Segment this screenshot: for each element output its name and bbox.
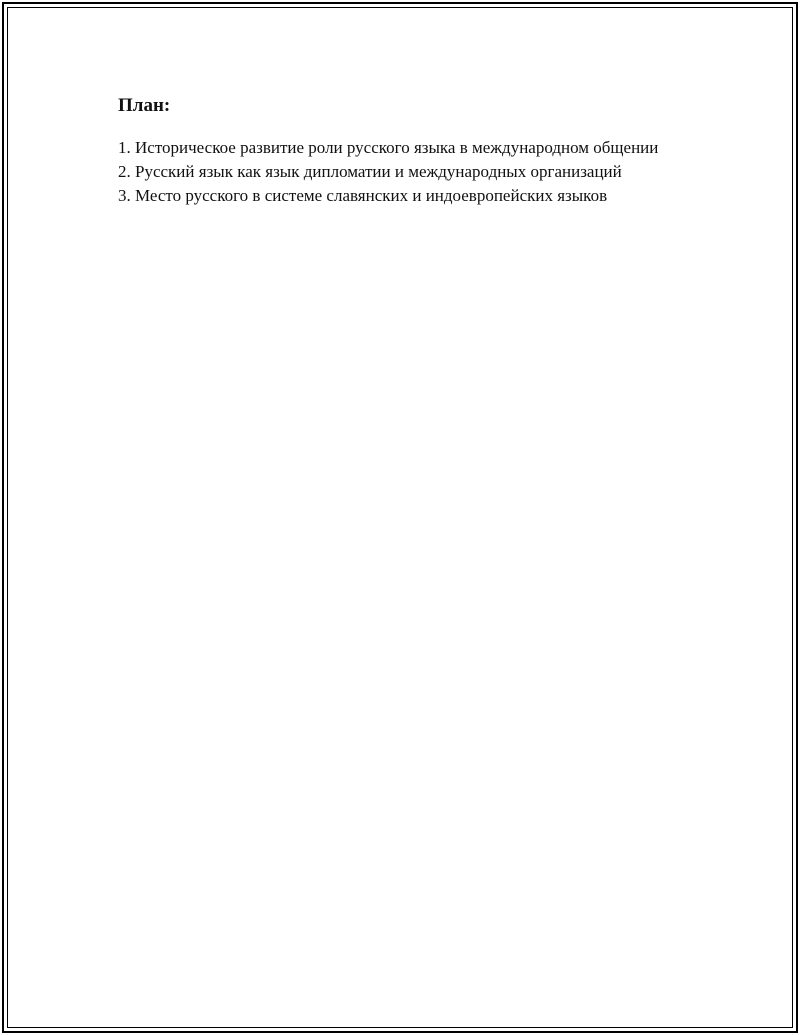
plan-list bbox=[118, 136, 698, 208]
plan-item-2: 2. Русский язык как язык дипломатии и международных организаций bbox=[118, 162, 622, 181]
plan-heading: План: bbox=[118, 95, 171, 116]
page-content bbox=[118, 94, 698, 208]
plan-item-1: 1. Историческое развитие роли русского языка в международном общении bbox=[118, 138, 659, 157]
plan-item-3: 3. Место русского в системе славянских и индоевропейских языков bbox=[118, 186, 608, 205]
